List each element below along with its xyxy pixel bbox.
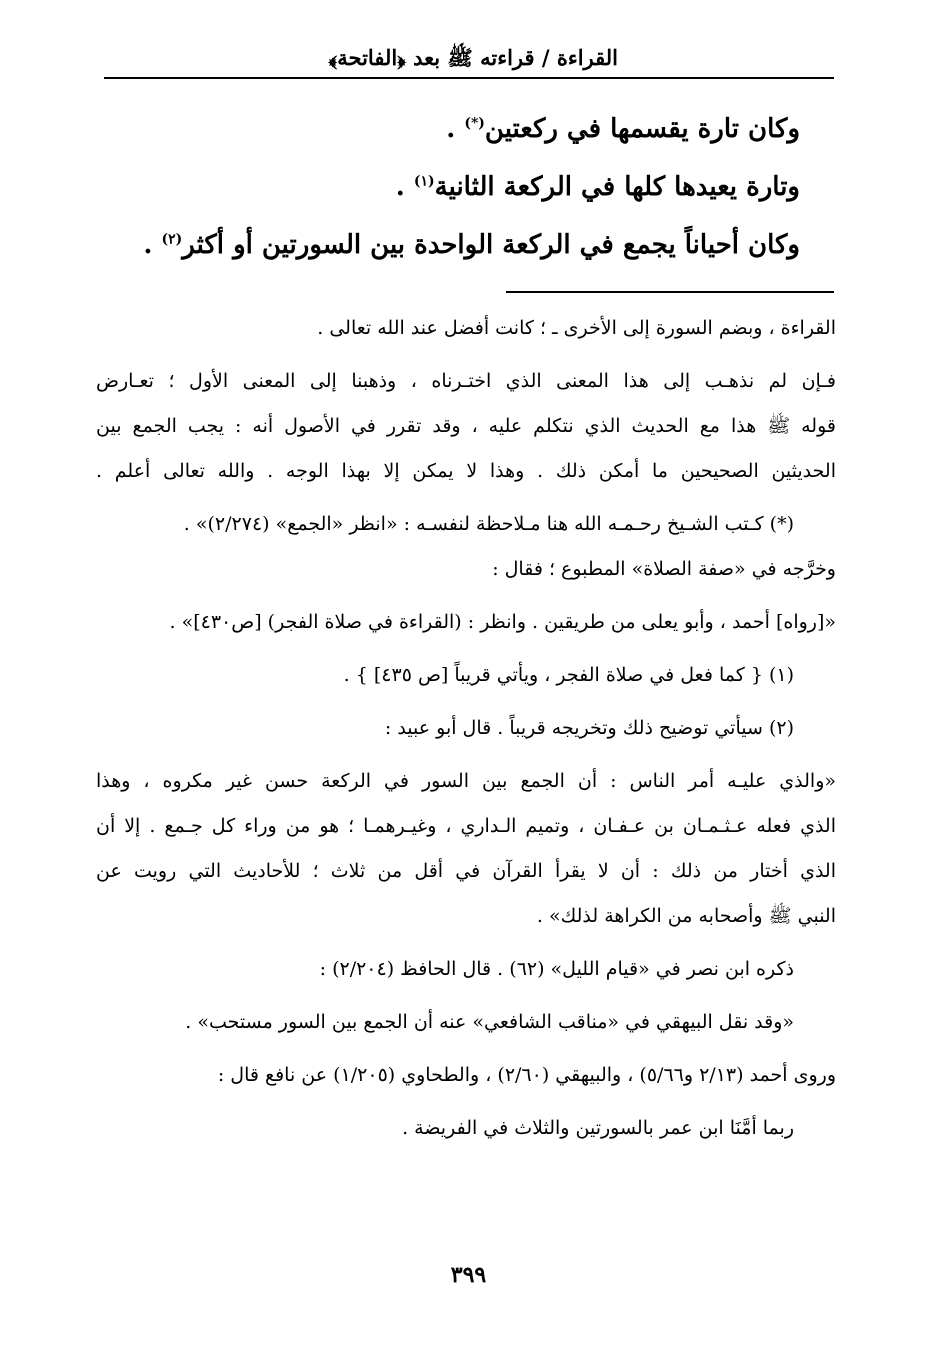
main-line-3-tail: .	[143, 230, 162, 260]
header-title: القراءة / قراءته ﷺ بعد ﴿الفاتحة﴾	[328, 45, 618, 70]
footnote-line: قوله ﷺ هذا مع الحديث الذي نتكلم عليه ، وقد تقرر في الأصول أنه : يجب الجمع بين	[96, 415, 836, 437]
footnote-line: وخرَّجه في «صفة الصلاة» المطبوع ؛ فقال :	[492, 558, 836, 580]
footnote-line: الحديثين الصحيحين ما أمكن ذلك . وهذا لا يمكن إلا بهذا الوجه . والله تعالى أعلم .	[96, 460, 836, 482]
main-line-1-tail: .	[446, 114, 465, 144]
footnote-line: فـإن لم نذهـب إلى هذا المعنى الذي اختـرناه ، وذهبنا إلى المعنى الأول ؛ تعـارض	[96, 370, 836, 392]
footnote-ref-1: (١)	[413, 173, 435, 190]
running-header	[110, 40, 830, 80]
footnote-line: الذي أختار من ذلك : أن لا يقرأ القرآن في أقل من ثلاث ؛ للأحاديث التي رويت عن	[96, 860, 836, 882]
footnote-separator	[506, 291, 834, 293]
main-line-3	[143, 216, 800, 274]
footnote-1: (١) { كما فعل في صلاة الفجر ، ويأتي قريباً [ص ٤٣٥] } .	[343, 664, 794, 686]
main-line-2-tail: .	[395, 172, 414, 202]
footnote-line: النبي ﷺ وأصحابه من الكراهة لذلك» .	[536, 905, 836, 927]
footnote-line: ذكره ابن نصر في «قيام الليل» (٦٢) . قال الحافظ (٢/٢٠٤) :	[319, 958, 794, 980]
footnote-ref-2: (٢)	[161, 231, 183, 248]
footnote-ref-star: (*)	[464, 115, 485, 132]
main-line-1-text: وكان تارة يقسمها في ركعتين	[484, 114, 800, 144]
main-line-2	[160, 158, 800, 216]
footnotes	[96, 306, 836, 1151]
footnote-line: وروى أحمد (٢/١٣ و٥/٦٦) ، والبيهقي (٢/٦٠) ، والطحاوي (١/٢٠٥) عن نافع قال :	[217, 1064, 836, 1086]
footnote-line: «[رواه] أحمد ، وأبو يعلى من طريقين . وانظر : (القراءة في صلاة الفجر) [ص٤٣٠]» .	[169, 611, 836, 633]
footnote-2: (٢) سيأتي توضيح ذلك وتخريجه قريباً . قال أبو عبيد :	[384, 717, 794, 739]
main-line-2-text: وتارة يعيدها كلها في الركعة الثانية	[434, 172, 800, 202]
footnote-line: «والذي عليـه أمر الناس : أن الجمع بين السور في الركعة حسن غير مكروه ، وهذا	[96, 770, 836, 792]
main-text	[143, 100, 800, 274]
main-line-3-text: وكان أحياناً يجمع في الركعة الواحدة بين السورتين أو أكثر	[182, 230, 800, 260]
main-line-1	[160, 100, 800, 158]
page-number: ٣٩٩	[450, 1262, 487, 1288]
footnote-line: الذي فعله عـثـمـان بن عـفـان ، وتميم الـداري ، وغيـرهمـا ؛ هو من وراء كل جـمع . إلا أن	[96, 815, 836, 837]
footnote-line: ربما أمَّنَا ابن عمر بالسورتين والثلاث في الفريضة .	[402, 1117, 794, 1139]
footnote-star: (*) كـتب الشـيخ رحـمـه الله هنا مـلاحظة لنفسـه : «انظر «الجمع» (٢/٢٧٤)» .	[183, 513, 794, 535]
header-rule	[104, 77, 834, 79]
footnote-line: «وقد نقل البيهقي في «مناقب الشافعي» عنه أن الجمع بين السور مستحب» .	[185, 1011, 794, 1033]
footnote-line: القراءة ، وبضم السورة إلى الأخرى ـ ؛ كانت أفضل عند الله تعالى .	[317, 317, 836, 339]
